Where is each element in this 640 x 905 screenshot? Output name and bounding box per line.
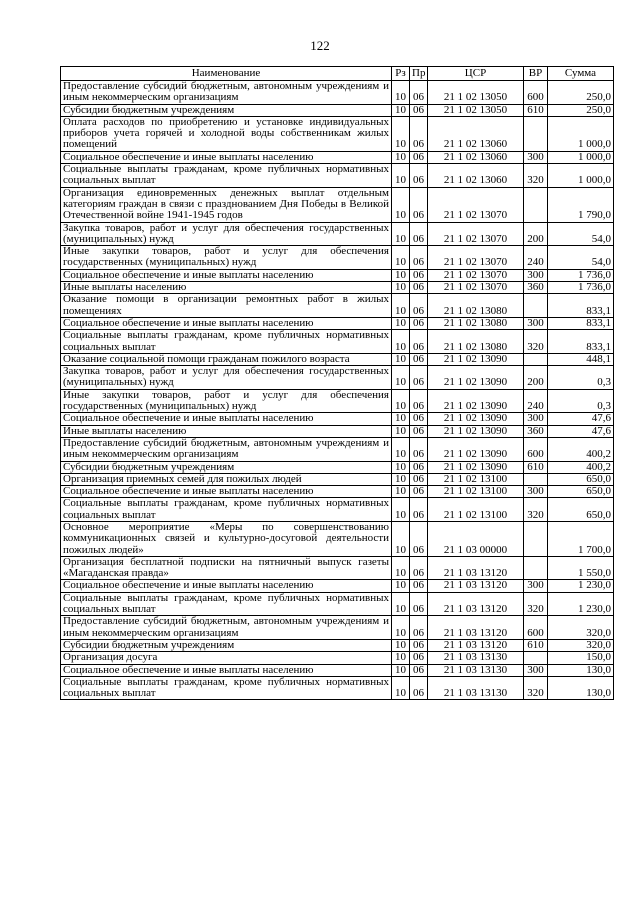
cell-pr: 06 [410,222,428,246]
cell-csr: 21 1 03 00000 [428,521,524,556]
cell-name: Предоставление субсидий бюджетным, автономным учреждениям и иным некоммерческим организациям [61,616,392,640]
cell-sum: 0,3 [548,389,614,413]
cell-rz: 10 [392,486,410,498]
cell-csr: 21 1 02 13070 [428,269,524,281]
cell-name: Субсидии бюджетным учреждениям [61,639,392,651]
cell-rz: 10 [392,151,410,163]
table-row [61,652,614,664]
cell-pr: 06 [410,437,428,461]
cell-csr: 21 1 02 13090 [428,425,524,437]
cell-rz: 10 [392,294,410,318]
cell-sum: 1 230,0 [548,592,614,616]
cell-vr: 600 [524,616,548,640]
cell-vr [524,294,548,318]
header-csr: ЦСР [428,67,524,81]
table-row [61,104,614,116]
cell-name: Социальные выплаты гражданам, кроме публичных нормативных социальных выплат [61,676,392,700]
cell-name: Оказание социальной помощи гражданам пожилого возраста [61,353,392,365]
cell-sum: 320,0 [548,639,614,651]
cell-rz: 10 [392,317,410,329]
cell-name: Социальное обеспечение и иные выплаты населению [61,151,392,163]
cell-name: Социальные выплаты гражданам, кроме публичных нормативных социальных выплат [61,498,392,522]
cell-pr: 06 [410,151,428,163]
table-row [61,486,614,498]
cell-vr: 320 [524,164,548,188]
cell-vr: 240 [524,246,548,270]
cell-name: Иные закупки товаров, работ и услуг для обеспечения государственных (муниципальных) нужд [61,246,392,270]
cell-sum: 54,0 [548,246,614,270]
cell-vr: 360 [524,282,548,294]
cell-sum: 150,0 [548,652,614,664]
cell-csr: 21 1 02 13060 [428,116,524,151]
cell-csr: 21 1 03 13130 [428,676,524,700]
cell-pr: 06 [410,616,428,640]
table-row [61,116,614,151]
cell-rz: 10 [392,164,410,188]
table-row [61,461,614,473]
cell-pr: 06 [410,317,428,329]
cell-pr: 06 [410,366,428,390]
cell-csr: 21 1 03 13120 [428,639,524,651]
cell-rz: 10 [392,269,410,281]
cell-vr [524,652,548,664]
cell-rz: 10 [392,425,410,437]
cell-sum: 1 700,0 [548,521,614,556]
cell-rz: 10 [392,580,410,592]
cell-csr: 21 1 02 13050 [428,81,524,105]
table-row [61,222,614,246]
cell-name: Закупка товаров, работ и услуг для обеспечения государственных (муниципальных) нужд [61,366,392,390]
cell-name: Субсидии бюджетным учреждениям [61,104,392,116]
cell-rz: 10 [392,676,410,700]
cell-csr: 21 1 02 13070 [428,187,524,222]
cell-vr: 320 [524,330,548,354]
cell-csr: 21 1 03 13130 [428,652,524,664]
cell-rz: 10 [392,330,410,354]
table-row [61,521,614,556]
table-row [61,580,614,592]
cell-sum: 1 000,0 [548,151,614,163]
header-rz: Рз [392,67,410,81]
cell-sum: 54,0 [548,222,614,246]
cell-sum: 250,0 [548,81,614,105]
cell-sum: 1 550,0 [548,556,614,580]
cell-csr: 21 1 02 13080 [428,330,524,354]
cell-sum: 1 230,0 [548,580,614,592]
cell-rz: 10 [392,639,410,651]
page-number: 122 [310,38,330,53]
cell-pr: 06 [410,556,428,580]
cell-vr: 200 [524,222,548,246]
table-row [61,330,614,354]
table-row [61,366,614,390]
cell-rz: 10 [392,592,410,616]
cell-vr: 610 [524,104,548,116]
cell-csr: 21 1 02 13090 [428,413,524,425]
cell-vr [524,556,548,580]
cell-rz: 10 [392,81,410,105]
table-row [61,353,614,365]
cell-name: Оказание помощи в организации ремонтных работ в жилых помещениях [61,294,392,318]
cell-rz: 10 [392,498,410,522]
cell-name: Закупка товаров, работ и услуг для обеспечения государственных (муниципальных) нужд [61,222,392,246]
cell-pr: 06 [410,353,428,365]
cell-pr: 06 [410,269,428,281]
table-row [61,413,614,425]
cell-pr: 06 [410,425,428,437]
cell-name: Социальные выплаты гражданам, кроме публичных нормативных социальных выплат [61,330,392,354]
cell-rz: 10 [392,187,410,222]
cell-vr [524,353,548,365]
cell-rz: 10 [392,366,410,390]
cell-csr: 21 1 02 13100 [428,473,524,485]
cell-rz: 10 [392,389,410,413]
header-pr: Пр [410,67,428,81]
cell-name: Предоставление субсидий бюджетным, автономным учреждениям и иным некоммерческим организациям [61,81,392,105]
cell-pr: 06 [410,639,428,651]
cell-rz: 10 [392,353,410,365]
cell-rz: 10 [392,473,410,485]
header-name: Наименование [61,67,392,81]
cell-pr: 06 [410,486,428,498]
cell-csr: 21 1 02 13060 [428,164,524,188]
cell-vr: 320 [524,676,548,700]
cell-vr: 610 [524,639,548,651]
cell-pr: 06 [410,473,428,485]
cell-vr: 300 [524,486,548,498]
cell-vr: 320 [524,592,548,616]
cell-vr: 300 [524,151,548,163]
table-header-row [61,67,614,81]
cell-pr: 06 [410,330,428,354]
cell-pr: 06 [410,389,428,413]
cell-pr: 06 [410,498,428,522]
cell-sum: 1 736,0 [548,269,614,281]
cell-name: Оплата расходов по приобретению и установке индивидуальных приборов учета горячей и холодной воды собственникам жилых помещений [61,116,392,151]
cell-rz: 10 [392,246,410,270]
cell-vr [524,187,548,222]
cell-csr: 21 1 02 13080 [428,317,524,329]
cell-csr: 21 1 02 13090 [428,461,524,473]
cell-vr: 300 [524,317,548,329]
cell-csr: 21 1 02 13080 [428,294,524,318]
table-row [61,592,614,616]
cell-pr: 06 [410,104,428,116]
cell-vr: 600 [524,437,548,461]
table-row [61,437,614,461]
cell-sum: 400,2 [548,461,614,473]
cell-name: Социальные выплаты гражданам, кроме публичных нормативных социальных выплат [61,164,392,188]
cell-sum: 1 736,0 [548,282,614,294]
cell-rz: 10 [392,437,410,461]
cell-csr: 21 1 02 13090 [428,437,524,461]
cell-vr: 300 [524,580,548,592]
cell-sum: 47,6 [548,425,614,437]
budget-table [60,66,614,700]
cell-pr: 06 [410,246,428,270]
cell-name: Организация приемных семей для пожилых людей [61,473,392,485]
cell-rz: 10 [392,116,410,151]
cell-vr [524,116,548,151]
cell-pr: 06 [410,676,428,700]
cell-rz: 10 [392,521,410,556]
cell-name: Иные выплаты населению [61,282,392,294]
cell-csr: 21 1 03 13130 [428,664,524,676]
cell-rz: 10 [392,461,410,473]
cell-sum: 0,3 [548,366,614,390]
cell-csr: 21 1 03 13120 [428,616,524,640]
table-row [61,425,614,437]
table-row [61,294,614,318]
cell-sum: 833,1 [548,330,614,354]
cell-name: Социальное обеспечение и иные выплаты населению [61,664,392,676]
table-row [61,317,614,329]
cell-rz: 10 [392,104,410,116]
cell-sum: 833,1 [548,294,614,318]
cell-sum: 250,0 [548,104,614,116]
cell-vr: 320 [524,498,548,522]
table-row [61,473,614,485]
cell-sum: 650,0 [548,486,614,498]
cell-pr: 06 [410,164,428,188]
cell-sum: 1 790,0 [548,187,614,222]
cell-pr: 06 [410,413,428,425]
cell-name: Субсидии бюджетным учреждениям [61,461,392,473]
cell-name: Организация бесплатной подписки на пятничный выпуск газеты «Магаданская правда» [61,556,392,580]
cell-csr: 21 1 02 13050 [428,104,524,116]
cell-pr: 06 [410,187,428,222]
cell-sum: 400,2 [548,437,614,461]
cell-rz: 10 [392,664,410,676]
cell-vr [524,521,548,556]
cell-sum: 1 000,0 [548,116,614,151]
cell-vr: 300 [524,664,548,676]
cell-csr: 21 1 02 13100 [428,498,524,522]
cell-csr: 21 1 02 13070 [428,246,524,270]
cell-name: Основное мероприятие «Меры по совершенствованию коммуникационных связей и культурно-досуговой деятельности пожилых людей» [61,521,392,556]
cell-sum: 1 000,0 [548,164,614,188]
cell-csr: 21 1 03 13120 [428,556,524,580]
cell-pr: 06 [410,81,428,105]
cell-pr: 06 [410,580,428,592]
table-row [61,639,614,651]
cell-sum: 650,0 [548,473,614,485]
cell-rz: 10 [392,616,410,640]
table-row [61,676,614,700]
cell-pr: 06 [410,461,428,473]
cell-vr: 300 [524,413,548,425]
table-row [61,389,614,413]
cell-vr [524,473,548,485]
table-row [61,151,614,163]
cell-pr: 06 [410,294,428,318]
cell-sum: 448,1 [548,353,614,365]
cell-csr: 21 1 02 13070 [428,282,524,294]
cell-csr: 21 1 02 13060 [428,151,524,163]
cell-name: Организация досуга [61,652,392,664]
cell-pr: 06 [410,664,428,676]
cell-csr: 21 1 02 13070 [428,222,524,246]
cell-sum: 650,0 [548,498,614,522]
header-vr: ВР [524,67,548,81]
table-row [61,498,614,522]
cell-sum: 130,0 [548,664,614,676]
cell-vr: 360 [524,425,548,437]
cell-sum: 130,0 [548,676,614,700]
cell-name: Иные выплаты населению [61,425,392,437]
cell-name: Социальные выплаты гражданам, кроме публичных нормативных социальных выплат [61,592,392,616]
cell-sum: 47,6 [548,413,614,425]
cell-rz: 10 [392,222,410,246]
cell-rz: 10 [392,413,410,425]
cell-name: Социальное обеспечение и иные выплаты населению [61,580,392,592]
cell-vr: 200 [524,366,548,390]
cell-vr: 600 [524,81,548,105]
cell-name: Социальное обеспечение и иные выплаты населению [61,317,392,329]
table-row [61,282,614,294]
table-row [61,187,614,222]
cell-sum: 320,0 [548,616,614,640]
cell-pr: 06 [410,116,428,151]
table-body [61,81,614,700]
table-row [61,616,614,640]
cell-name: Социальное обеспечение и иные выплаты населению [61,486,392,498]
cell-rz: 10 [392,556,410,580]
cell-csr: 21 1 03 13120 [428,592,524,616]
cell-pr: 06 [410,592,428,616]
cell-name: Предоставление субсидий бюджетным, автономным учреждениям и иным некоммерческим организациям [61,437,392,461]
table-row [61,556,614,580]
table-row [61,664,614,676]
table-row [61,269,614,281]
cell-csr: 21 1 03 13120 [428,580,524,592]
cell-name: Социальное обеспечение и иные выплаты населению [61,413,392,425]
cell-rz: 10 [392,282,410,294]
header-sum: Сумма [548,67,614,81]
cell-csr: 21 1 02 13090 [428,389,524,413]
cell-name: Иные закупки товаров, работ и услуг для обеспечения государственных (муниципальных) нужд [61,389,392,413]
cell-csr: 21 1 02 13100 [428,486,524,498]
cell-name: Социальное обеспечение и иные выплаты населению [61,269,392,281]
cell-sum: 833,1 [548,317,614,329]
cell-vr: 610 [524,461,548,473]
cell-pr: 06 [410,282,428,294]
cell-vr: 240 [524,389,548,413]
cell-pr: 06 [410,521,428,556]
cell-rz: 10 [392,652,410,664]
table-row [61,164,614,188]
table-row [61,81,614,105]
cell-pr: 06 [410,652,428,664]
cell-name: Организация единовременных денежных выплат отдельным категориям граждан в связи с празднованием Дня Победы в Великой Отечественной войне 1941-1945 годов [61,187,392,222]
table-row [61,246,614,270]
cell-csr: 21 1 02 13090 [428,366,524,390]
cell-csr: 21 1 02 13090 [428,353,524,365]
cell-vr: 300 [524,269,548,281]
